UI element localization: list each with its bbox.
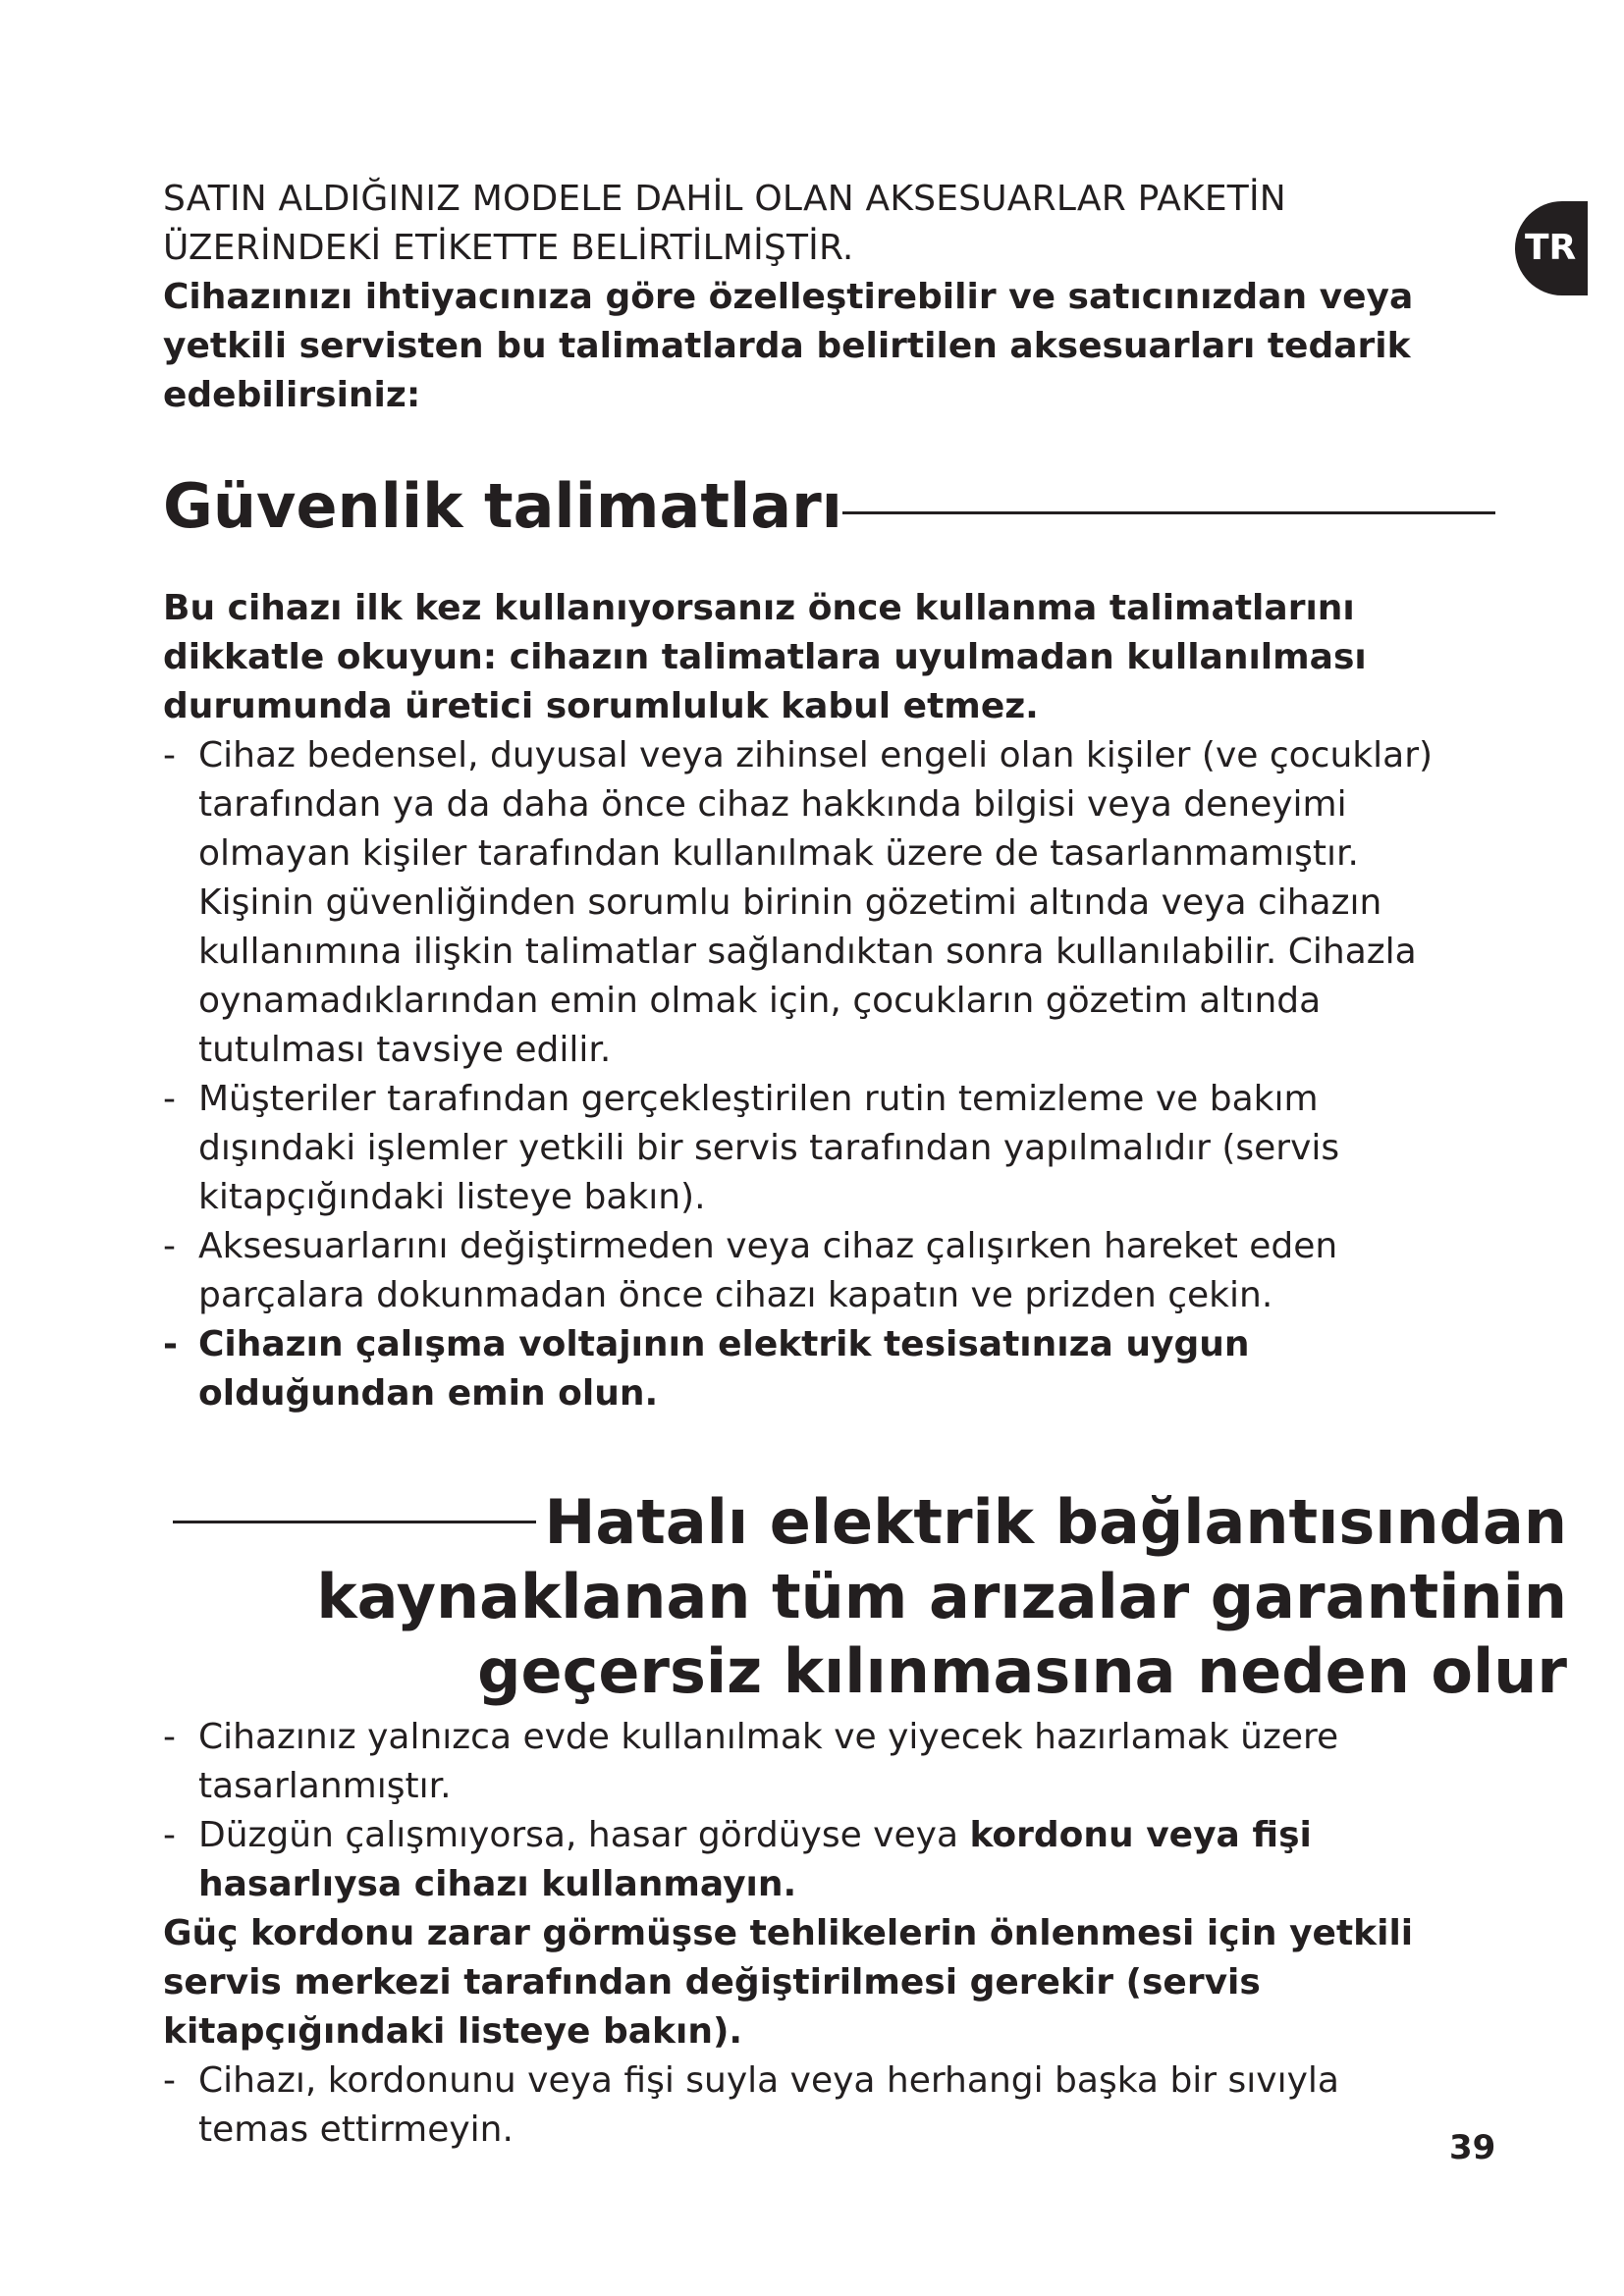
warranty-item-1-text: Cihazınız yalnızca evde kullanılmak ve yiyecek hazırlamak üzere tasarlanmıştır. [198, 1717, 1339, 1806]
safety-item-3 [163, 1222, 1439, 1320]
warranty-heading-line-1: Hatalı elektrik bağlantısından [544, 1486, 1567, 1558]
safety-item-2 [163, 1075, 1439, 1222]
bullet-dash: - [163, 1324, 178, 1364]
safety-heading-row [163, 459, 1538, 553]
page-number: 39 [1449, 2128, 1496, 2167]
bullet-dash: - [163, 2060, 176, 2101]
safety-bold-intro: Bu cihazı ilk kez kullanıyorsanız önce kullanma talimatlarını dikkatle okuyun: cihazın talimatlara uyulmadan kullanılması durumunda üretici sorumluluk kabul etmez. [163, 588, 1367, 726]
bullet-dash: - [163, 1079, 176, 1119]
warranty-item-2 [163, 1811, 1439, 1909]
bullet-dash: - [163, 1815, 176, 1855]
warranty-heading [291, 1485, 1567, 1709]
bullet-dash: - [163, 1226, 176, 1266]
safety-item-2-text: Müşteriler tarafından gerçekleştirilen rutin temizleme ve bakım dışındaki işlemler yetkili bir servis tarafından yapılmalıdır (servis kitapçığındaki listeye bakın). [198, 1079, 1340, 1217]
page-content [163, 175, 1567, 2155]
warranty-item-3-text: Cihazı, kordonunu veya fişi suyla veya herhangi başka bir sıvıyla temas ettirmeyin. [198, 2060, 1339, 2150]
intro-caps-line-2: ÜZERİNDEKİ ETİKETTE BELİRTİLMİŞTİR. [163, 228, 854, 268]
warranty-item-2-normal: Düzgün çalışmıyorsa, hasar gördüyse veya [198, 1815, 970, 1855]
safety-item-4-text: Cihazın çalışma voltajının elektrik tesisatınıza uygun olduğundan emin olun. [198, 1324, 1250, 1414]
safety-item-1 [163, 731, 1459, 1075]
warranty-heading-line-2: kaynaklanan tüm arızalar garantinin [316, 1561, 1567, 1632]
warranty-item-2-bold: kordonu veya fişi hasarlıysa cihazı kullanmayın. [198, 1815, 1312, 1904]
bullet-dash: - [163, 1717, 176, 1757]
intro-caps-line-1: SATIN ALDIĞINIZ MODELE DAHİL OLAN AKSESUARLAR PAKETİN [163, 179, 1286, 219]
safety-item-4 [163, 1320, 1341, 1418]
warranty-item-3 [163, 2056, 1439, 2155]
intro-bold-paragraph: Cihazınızı ihtiyacınıza göre özelleştirebilir ve satıcınızdan veya yetkili servisten bu talimatlarda belirtilen aksesuarları tedarik edebilirsiniz: [163, 277, 1414, 415]
warranty-item-1 [163, 1713, 1439, 1811]
warranty-item-2-text [198, 1811, 1439, 1909]
language-tab: TR [1515, 201, 1588, 295]
safety-item-1-text: Cihaz bedensel, duyusal veya zihinsel engeli olan kişiler (ve çocuklar) tarafından ya da daha önce cihaz hakkında bilgisi veya deneyimi olmayan kişiler tarafından kullanılmak üzere de tasarlanmamıştır. Kişinin güvenliğinden sorumlu birinin gözetimi altında veya cihazın kullanımına ilişkin talimatlar sağlandıktan sonra kullanılabilir. Cihazla oynamadıklarından emin olmak için, çocukların gözetim altında tutulması tavsiye edilir. [198, 735, 1434, 1070]
warranty-heading-block [163, 1469, 1567, 1707]
safety-heading: Güvenlik talimatları [163, 470, 842, 542]
bullet-dash: - [163, 735, 176, 775]
safety-heading-rule [842, 511, 1495, 514]
warranty-section [163, 1713, 1538, 2155]
warranty-heading-line-3: geçersiz kılınmasına neden olur [477, 1635, 1567, 1707]
warranty-bold-paragraph: Güç kordonu zarar görmüşse tehlikelerin önlenmesi için yetkili servis merkezi tarafından değiştirilmesi gerekir (servis kitapçığındaki listeye bakın). [163, 1913, 1414, 2052]
safety-item-3-text: Aksesuarlarını değiştirmeden veya cihaz çalışırken hareket eden parçalara dokunmadan önce cihazı kapatın ve prizden çekin. [198, 1226, 1338, 1315]
